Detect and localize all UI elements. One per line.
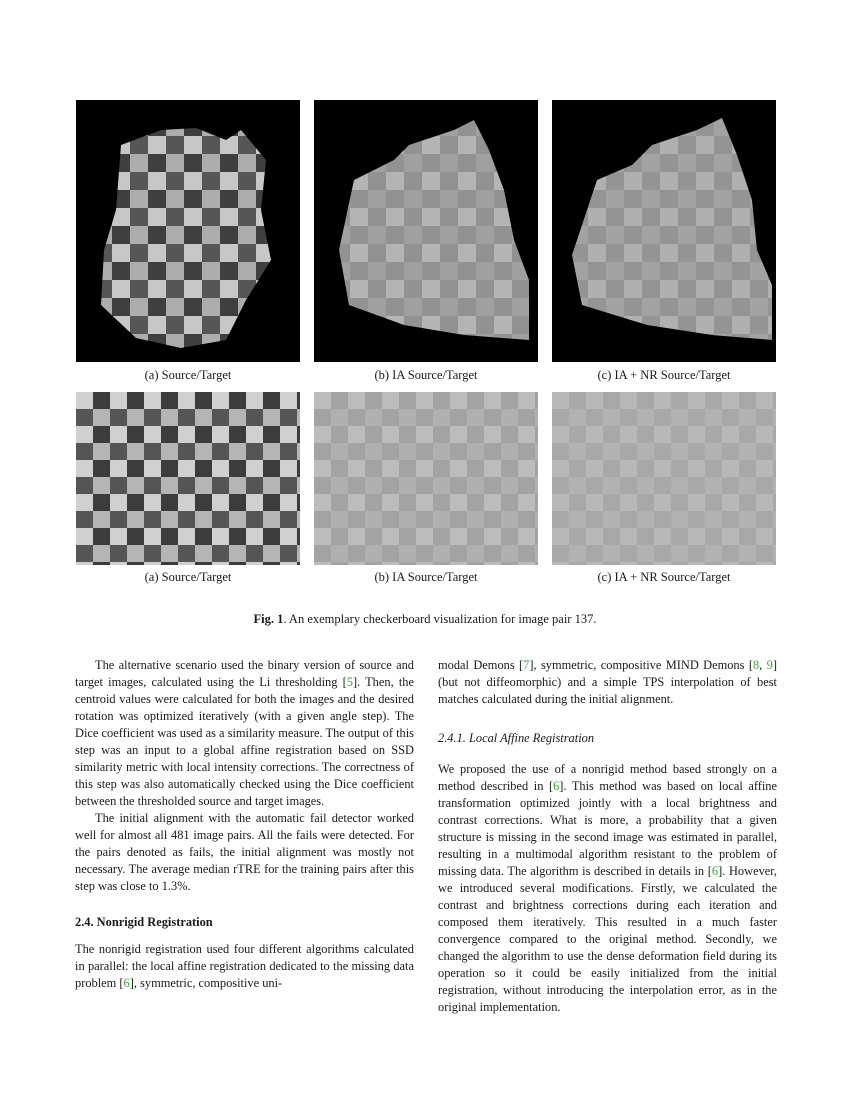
citation-link[interactable]: 8	[752, 658, 760, 672]
subcaption-a-row2: (a) Source/Target	[144, 570, 232, 584]
section-title: 2.4. Nonrigid Registration	[75, 915, 213, 929]
citation-link[interactable]: 6	[711, 864, 719, 878]
subcaption-a-row1: (a) Source/Target	[144, 368, 232, 382]
checkerboard-detail-b	[314, 392, 538, 565]
text-span: ], symmetric, compositive uni-	[129, 976, 283, 990]
text-span: The nonrigid registration used four different algorithms calculated in parallel: the local affine registration dedicated to the missing data problem [	[75, 942, 414, 990]
paragraph-initial-alignment: The initial alignment with the automatic fail detector worked well for almost all 481 image pairs. All the fails were detected. For the pairs denoted as fails, the initial alignment was mostly not necessary. The average median rTRE for the training pairs after this step was close to 1.3%.	[75, 811, 414, 893]
checkerboard-detail-a	[76, 392, 300, 565]
citation-link[interactable]: 6	[553, 779, 560, 793]
figure-image-b-overview	[314, 100, 538, 362]
text-span: ] (but not diffeomorphic) and a simple TPS interpolation of best matches calculated during the initial alignment.	[438, 658, 777, 706]
figure-image-a-overview	[76, 100, 300, 362]
text-span: We proposed the use of a nonrigid method based strongly on a method described in [	[438, 762, 777, 793]
subcaption-c-row1: (c) IA + NR Source/Target	[597, 368, 731, 382]
citation-link[interactable]: 9	[766, 658, 773, 672]
figure-image-b-detail	[314, 392, 538, 565]
figure-image-c-detail	[552, 392, 776, 565]
subcaption-b-row1: (b) IA Source/Target	[374, 368, 478, 382]
citation-link[interactable]: 6	[123, 976, 130, 990]
text-span: ]. However, we introduced several modifications. Firstly, we calculated the contrast and brightness corrections during each iteration and composed them iteratively. This resulted in a much faster convergence compared to the original method. Secondly, we changed the algorithm to use the dense deformation field during its operation so it could be easily initialized from the initial registration, without introducing the interpolation error, as in the original implementation.	[438, 864, 778, 1014]
text-span: The alternative scenario used the binary version of source and target images, calculated using the Li thresholding [	[75, 658, 414, 689]
figure-caption-text: . An exemplary checkerboard visualization for image pair 137.	[283, 612, 597, 626]
text-span: ], symmetric, compositive MIND Demons [	[529, 658, 753, 672]
figure-image-a-detail	[76, 392, 300, 565]
figure-image-c-overview	[552, 100, 776, 362]
paragraph-nonrigid-continued	[438, 657, 777, 708]
subsection-title: 2.4.1. Local Affine Registration	[438, 731, 595, 745]
left-column	[75, 657, 414, 992]
checkerboard-detail-c	[552, 392, 776, 565]
text-span: modal Demons [	[438, 658, 524, 672]
paragraph-local-affine	[438, 761, 777, 1016]
subcaption-c-row2: (c) IA + NR Source/Target	[597, 570, 731, 584]
checkerboard-overview-b	[314, 100, 538, 362]
paragraph-nonrigid-intro	[75, 941, 414, 992]
figure-caption	[0, 612, 850, 627]
citation-link[interactable]: 5	[346, 675, 353, 689]
checkerboard-overview-a	[76, 100, 300, 362]
figure-label: Fig. 1	[253, 612, 284, 626]
subcaption-b-row2: (b) IA Source/Target	[374, 570, 478, 584]
right-column	[438, 657, 777, 1016]
checkerboard-overview-c	[552, 100, 776, 362]
text-span: ]. Then, the centroid values were calculated for both the images and the desired rotation was optimized iteratively (with a given angle step). The Dice coefficient was used as a similarity measure. The output of this step was an input to a global affine registration based on SSD similarity metric with local intensity corrections. The correctness of this step was also automatically checked using the Dice coefficient between the thresholded source and target images.	[75, 675, 414, 808]
text-span: ]. This method was based on local affine transformation optimized jointly with a local brightness and contrast corrections. What is more, a probability that a given structure is missing in the second image was estimated in parallel, resulting in a multimodal algorithm resistant to the problem of missing data. The algorithm is described in details in [	[438, 779, 777, 878]
paragraph-alternative-scenario	[75, 657, 414, 810]
citation-link[interactable]: 7	[523, 658, 530, 672]
text-span: ,	[759, 658, 767, 672]
